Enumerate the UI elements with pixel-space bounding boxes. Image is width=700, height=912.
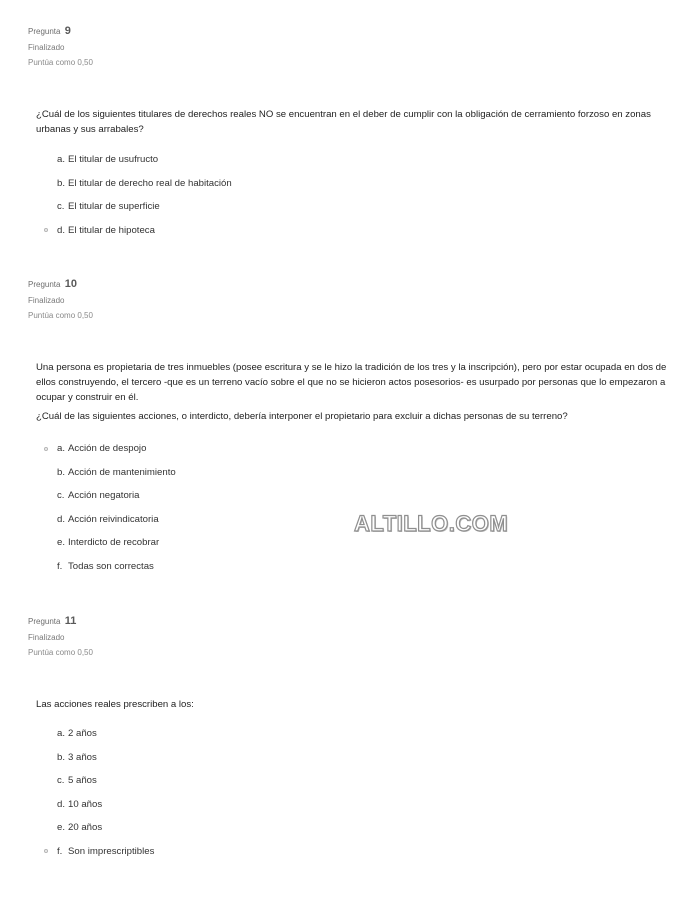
selected-radio-icon[interactable]	[44, 228, 48, 232]
answer-letter: d.	[57, 513, 66, 525]
question-state: Finalizado	[28, 296, 65, 305]
answer-letter: c.	[57, 775, 65, 787]
answer-text: El titular de derecho real de habitación	[68, 177, 232, 189]
answer-text: El titular de superficie	[68, 201, 160, 213]
answer-letter: d.	[57, 224, 66, 236]
question-text	[36, 360, 672, 424]
watermark-logo: ALTILLO.COM	[354, 511, 509, 536]
question-paragraph: ¿Cuál de las siguientes acciones, o interdicto, debería interponer el propietario para excluir a dichas personas de su terreno?	[36, 411, 568, 422]
selected-radio-icon[interactable]	[44, 849, 48, 853]
answer-text: 3 años	[68, 751, 97, 763]
question-number	[28, 615, 93, 627]
answer-letter: c.	[57, 201, 65, 213]
question-label: Pregunta	[28, 27, 61, 36]
answer-letter: c.	[57, 490, 65, 502]
question-info	[28, 25, 93, 67]
answer-text: Interdicto de recobrar	[68, 537, 160, 549]
question-paragraph: Una persona es propietaria de tres inmuebles (posee escritura y se le hizo la tradición de los tres y la inscripción), pero por estar ocupada en dos de ellos construyendo, el tercero -que es un terreno vacío sobre el que no se hicieron actos posesorios- es usurpado por personas que lo empezaron a ocupar y construir en él.	[36, 362, 667, 403]
answer-text: Acción de despojo	[68, 443, 147, 455]
answer-letter: b.	[57, 751, 66, 763]
question-grade: Puntúa como 0,50	[28, 648, 93, 657]
question-text	[36, 107, 672, 137]
answer-letter: b.	[57, 466, 66, 478]
answer-text: Acción reivindicatoria	[68, 513, 159, 525]
answer-letter: a.	[57, 728, 66, 740]
question-paragraph: ¿Cuál de los siguientes titulares de derechos reales NO se encuentran en el deber de cumplir con la obligación de cerramiento forzoso en zonas urbanas y sus arrabales?	[36, 109, 651, 135]
question-state: Finalizado	[28, 43, 65, 52]
answer-text: 5 años	[68, 775, 97, 787]
question-label: Pregunta	[28, 280, 61, 289]
answer-text: 20 años	[68, 822, 103, 834]
answer-letter: e.	[57, 537, 66, 549]
answer-letter: a.	[57, 154, 66, 166]
answer-text: Acción negatoria	[68, 490, 140, 502]
answer-text: 10 años	[68, 798, 103, 810]
answer-letter: e.	[57, 822, 66, 834]
question-grade: Puntúa como 0,50	[28, 311, 93, 320]
question-info	[28, 615, 93, 657]
answer-letter: d.	[57, 798, 66, 810]
answer-letter: f.	[57, 845, 63, 857]
question-number	[28, 25, 93, 37]
question-text	[36, 697, 672, 712]
question-number-value: 9	[64, 25, 71, 37]
question-grade: Puntúa como 0,50	[28, 58, 93, 67]
answer-text: Todas son correctas	[68, 560, 154, 572]
answer-text: 2 años	[68, 728, 97, 740]
answer-text: El titular de usufructo	[68, 154, 159, 166]
answer-text: Son imprescriptibles	[68, 845, 155, 857]
question-number-value: 11	[64, 615, 77, 627]
question-state: Finalizado	[28, 633, 65, 642]
question-info	[28, 278, 93, 320]
answer-text: Acción de mantenimiento	[68, 466, 176, 478]
question-label: Pregunta	[28, 617, 61, 626]
answer-letter: b.	[57, 177, 66, 189]
selected-radio-icon[interactable]	[44, 447, 48, 451]
answer-letter: f.	[57, 560, 63, 572]
answer-letter: a.	[57, 443, 66, 455]
question-paragraph: Las acciones reales prescriben a los:	[36, 699, 194, 710]
question-number	[28, 278, 93, 290]
question-number-value: 10	[64, 278, 77, 290]
answer-text: El titular de hipoteca	[68, 224, 155, 236]
